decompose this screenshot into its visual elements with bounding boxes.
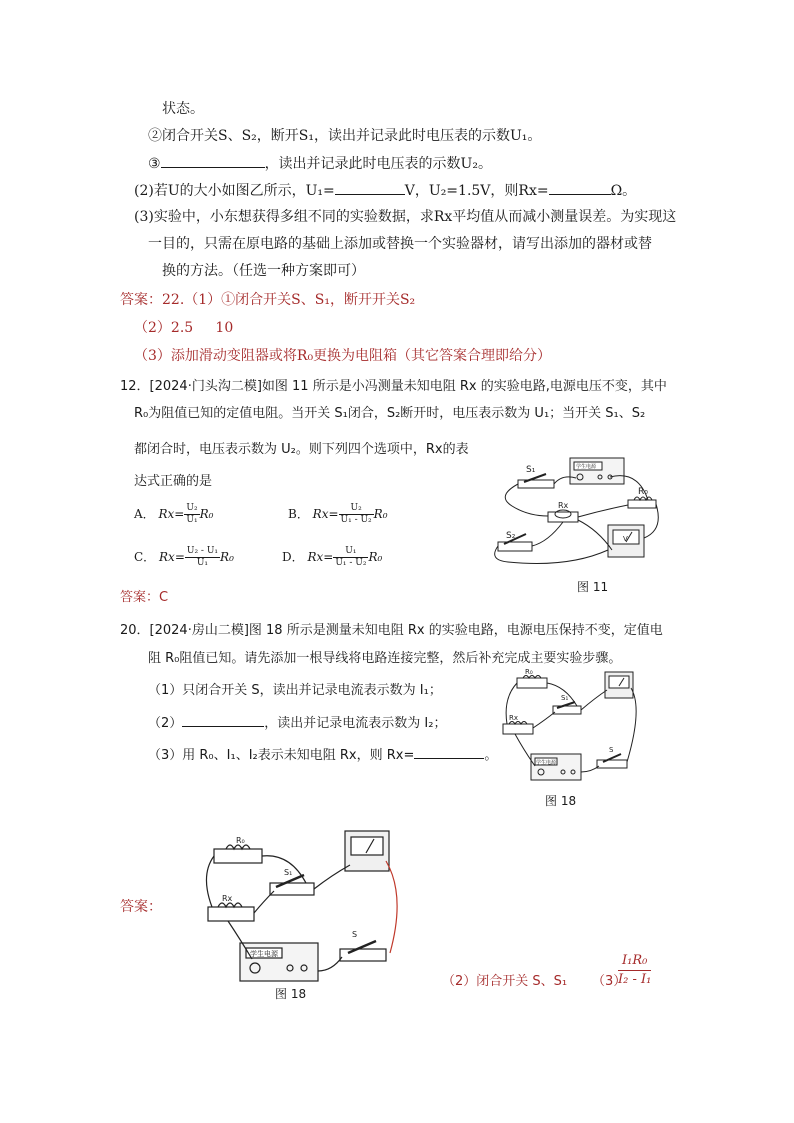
fig18-s1-label: S₁ <box>561 694 569 702</box>
answer-figure-18-caption: 图 18 <box>275 987 307 1001</box>
fig11-supply-label: 学生电源 <box>576 464 597 470</box>
fig11-rx-label: Rx <box>558 501 569 510</box>
answer-fig-rx-label: Rx <box>222 894 233 903</box>
q20-answer-3-fraction <box>618 952 651 989</box>
added-red-wire <box>386 861 397 953</box>
answer-fig-s1-label: S₁ <box>284 868 293 877</box>
step3-prefix: ③ <box>148 156 161 172</box>
answer-figure-18-circuit <box>200 825 420 987</box>
fig11-s1-label: S₁ <box>526 465 536 475</box>
fig18-rx-label: Rx <box>509 714 519 722</box>
answer-a-line-1: 答案：22.（1）①闭合开关S、S₁，断开开关S₂ <box>120 292 416 308</box>
option-d-fraction <box>333 546 368 569</box>
fig11-s2-label: S₂ <box>506 531 516 541</box>
q20-step-2-suffix: ，读出并记录电流表示数为 I₂； <box>264 716 447 731</box>
option-d-den: U₁ - U₂ <box>335 558 367 568</box>
option-b-num: U₂ <box>339 503 374 515</box>
option-a-num: U₂ <box>186 503 198 513</box>
q2-part-a: (2)若U的大小如图乙所示，U₁= <box>134 183 335 199</box>
figure-18-caption: 图 18 <box>545 794 577 808</box>
option-a-den: U₁ <box>186 515 198 525</box>
fig18-supply-label: 学生电源 <box>536 760 557 766</box>
step2-text: ②闭合开关S、S₂，断开S₁，读出并记录此时电压表的示数U₁。 <box>148 128 542 144</box>
option-c-tail: R₀ <box>220 550 234 564</box>
option-d[interactable] <box>282 546 382 569</box>
q20-line-1: 20．[2024·房山二模]图 18 所示是测量未知电阻 Rx 的实验电路，电源电压保持不变，定值电 <box>120 623 663 638</box>
u1-blank[interactable] <box>335 180 405 195</box>
q20-answer-3-den: I₂ - I₁ <box>618 972 652 987</box>
fig18-s-label: S <box>609 746 614 754</box>
q20-step-2 <box>148 712 446 734</box>
q20-step-3-end: 。 <box>484 748 498 763</box>
answer-fig-r0-label: R₀ <box>236 836 245 845</box>
figure-11-caption: 图 11 <box>577 580 609 594</box>
state-text: 状态。 <box>162 101 204 117</box>
fig18-r0-label: R₀ <box>525 668 533 676</box>
option-b-lhs: Rx= <box>312 507 339 521</box>
option-d-lhs: Rx= <box>307 550 334 564</box>
q20-step-1: （1）只闭合开关 S，读出并记录电流表示数为 I₁； <box>148 683 442 698</box>
q12-line-4: 达式正确的是 <box>134 474 213 489</box>
option-d-num: U₁ <box>333 546 368 558</box>
q20-answer-3-num: I₁R₀ <box>618 952 651 971</box>
option-c-den: U₁ <box>196 558 209 568</box>
q20-step-3-text: （3）用 R₀、I₁、I₂表示未知电阻 Rx，则 Rx= <box>148 748 415 763</box>
option-a-label: A． <box>134 507 155 521</box>
q20-line-2: 阻 R₀阻值已知。请先添加一根导线将电路连接完整，然后补充完成主要实验步骤。 <box>148 651 622 666</box>
option-b-fraction <box>339 503 374 526</box>
fig11-v-label: V <box>623 535 628 543</box>
q20-step-2-blank[interactable] <box>182 712 264 727</box>
option-a-fraction <box>184 503 199 526</box>
q20-answer-3-label: （3） <box>592 974 627 989</box>
option-b[interactable] <box>288 503 388 526</box>
q2-line <box>134 180 636 201</box>
answer-a-line-3: （3）添加滑动变阻器或将R₀更换为电阻箱（其它答案合理即给分） <box>134 348 552 364</box>
option-c-fraction <box>185 546 220 569</box>
option-b-den: U₁ - U₂ <box>340 515 372 525</box>
figure-18-circuit <box>495 668 645 790</box>
q20-step-3-blank[interactable] <box>414 744 484 759</box>
answer-a-line-2: （2）2.5 10 <box>134 320 234 336</box>
option-c-lhs: Rx= <box>159 550 185 564</box>
q20-answer-2: （2）闭合开关 S、S₁ <box>442 974 568 989</box>
q12-answer: 答案：C <box>120 590 169 605</box>
option-b-label: B． <box>288 507 309 521</box>
q20-step-3 <box>148 744 497 766</box>
option-c-num: U₂ - U₁ <box>186 546 219 556</box>
option-d-tail: R₀ <box>368 550 383 564</box>
q3-line-3: 换的方法。（任选一种方案即可） <box>162 263 365 279</box>
option-d-label: D． <box>282 550 304 564</box>
option-a-tail: R₀ <box>199 507 214 521</box>
option-c-label: C． <box>134 550 156 564</box>
q12-line-2: R₀为阻值已知的定值电阻。当开关 S₁闭合，S₂断开时，电压表示数为 U₁；当开关 S₁、S₂ <box>134 406 646 421</box>
option-b-tail: R₀ <box>373 507 388 521</box>
option-c[interactable] <box>134 546 234 569</box>
q12-line-3: 都闭合时，电压表示数为 U₂。则下列四个选项中，Rx的表 <box>134 442 469 457</box>
answer-fig-s-label: S <box>352 930 358 939</box>
q20-answer-label: 答案： <box>120 899 162 915</box>
q3-line-2: 一目的，只需在原电路的基础上添加或替换一个实验器材，请写出添加的器材或替 <box>148 236 652 252</box>
step3-blank[interactable] <box>161 153 265 168</box>
step3-suffix: ，读出并记录此时电压表的示数U₂。 <box>264 156 492 172</box>
fig11-r0-label: R₀ <box>638 487 648 497</box>
option-a[interactable] <box>134 503 213 526</box>
q20-step-2-prefix: （2） <box>148 716 183 731</box>
q2-part-c: Ω。 <box>610 183 637 199</box>
rx-blank[interactable] <box>549 180 611 195</box>
q12-line-1: 12．[2024·门头沟二模]如图 11 所示是小冯测量未知电阻 Rx 的实验电路,电源电压不变，其中 <box>120 379 667 394</box>
figure-11-circuit <box>488 450 668 575</box>
option-a-lhs: Rx= <box>158 507 185 521</box>
q2-part-b: V，U₂=1.5V，则Rx= <box>404 183 549 199</box>
q3-line-1: (3)实验中，小东想获得多组不同的实验数据，求Rx平均值从而减小测量误差。为实现这 <box>134 209 677 225</box>
step3-line <box>148 153 492 174</box>
answer-fig-supply-label: 学生电源 <box>250 950 278 958</box>
